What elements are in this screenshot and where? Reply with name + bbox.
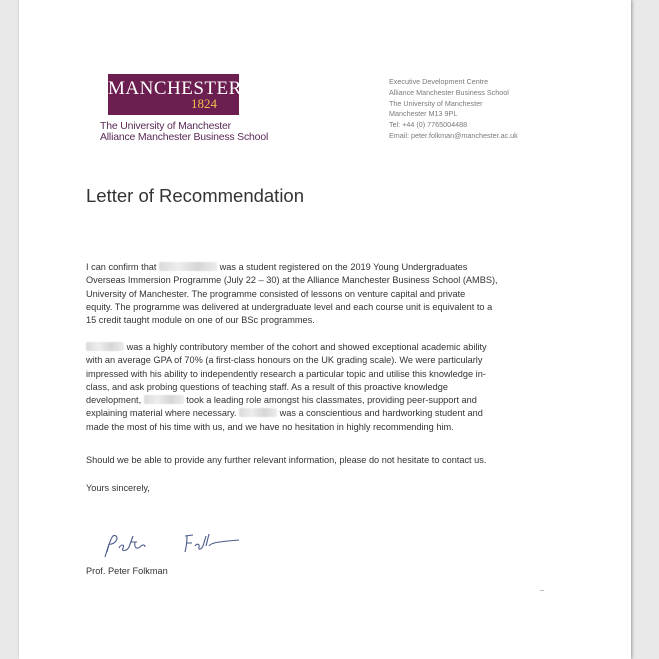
address-line: Alliance Manchester Business School — [389, 87, 509, 97]
signer-name: Prof. Peter Folkman — [86, 566, 168, 576]
text-line: 15 credit taught module on one of our BSc programmes. — [86, 315, 315, 326]
paragraph-3 — [86, 454, 566, 467]
text-line: made the most of his time with us, and we have no hesitation in highly recommending him. — [86, 421, 454, 432]
text-line: University of Manchester. The programme consisted of lessons on venture capital and private — [86, 288, 466, 299]
text-line: Overseas Immersion Programme (July 22 – 30) at the Alliance Manchester Business School (AMBS), — [86, 275, 498, 286]
text-segment: was a student registered on the 2019 Young Undergraduates — [219, 262, 468, 272]
address-block — [389, 77, 518, 142]
redacted-name — [144, 395, 184, 404]
closing-line: Yours sincerely, — [86, 483, 150, 493]
text-segment: I can confirm that — [86, 262, 157, 272]
text-segment: was a highly contributory member of the cohort and showed exceptional academic ability — [126, 342, 487, 352]
address-line: Executive Development Centre — [389, 77, 489, 86]
paragraph-2 — [86, 341, 566, 434]
text-line: class, and ask probing questions of teaching staff. As a result of this proactive knowledge — [86, 381, 448, 392]
letter-page — [19, 0, 631, 659]
text-line: equity. The programme was delivered at undergraduate level and each course unit is equivalent to a — [86, 301, 493, 312]
letter-title: Letter of Recommendation — [86, 185, 305, 206]
university-name: The University of Manchester — [100, 120, 231, 132]
manchester-logo — [108, 74, 242, 115]
text-line: impressed with his ability to independently research a particular topic and utilise this knowledge in- — [86, 368, 486, 379]
logo-year: 1824 — [191, 96, 217, 111]
text-segment: development, — [86, 395, 142, 406]
address-line: The University of Manchester — [389, 98, 483, 108]
school-name: Alliance Manchester Business School — [100, 131, 269, 143]
text-line: Should we be able to provide any further relevant information, please do not hesitate to contact us. — [86, 455, 487, 465]
redacted-name — [159, 262, 217, 271]
logo-text: MANCHESTER — [108, 78, 242, 99]
address-line: Manchester M13 9PL — [389, 109, 458, 119]
handwritten-signature — [103, 530, 243, 560]
text-segment: took a leading role amongst his classmates, providing peer-support and — [186, 395, 477, 406]
address-email: Email: peter.folkman@manchester.ac.uk — [389, 130, 518, 140]
text-line — [86, 394, 566, 407]
address-phone: Tel: +44 (0) 7765004488 — [389, 120, 468, 130]
redacted-name — [239, 408, 277, 417]
text-segment: explaining material where necessary. — [86, 408, 237, 419]
text-line — [86, 407, 566, 420]
text-line — [86, 261, 566, 274]
scan-mark — [540, 590, 544, 591]
text-segment: was a conscientious and hardworking student and — [279, 408, 483, 419]
redacted-name — [86, 342, 124, 351]
paragraph-1 — [86, 261, 566, 327]
text-line — [86, 341, 566, 354]
text-line: with an average GPA of 70% (a first-class honours on the UK grading scale). We were particularly — [86, 355, 483, 366]
